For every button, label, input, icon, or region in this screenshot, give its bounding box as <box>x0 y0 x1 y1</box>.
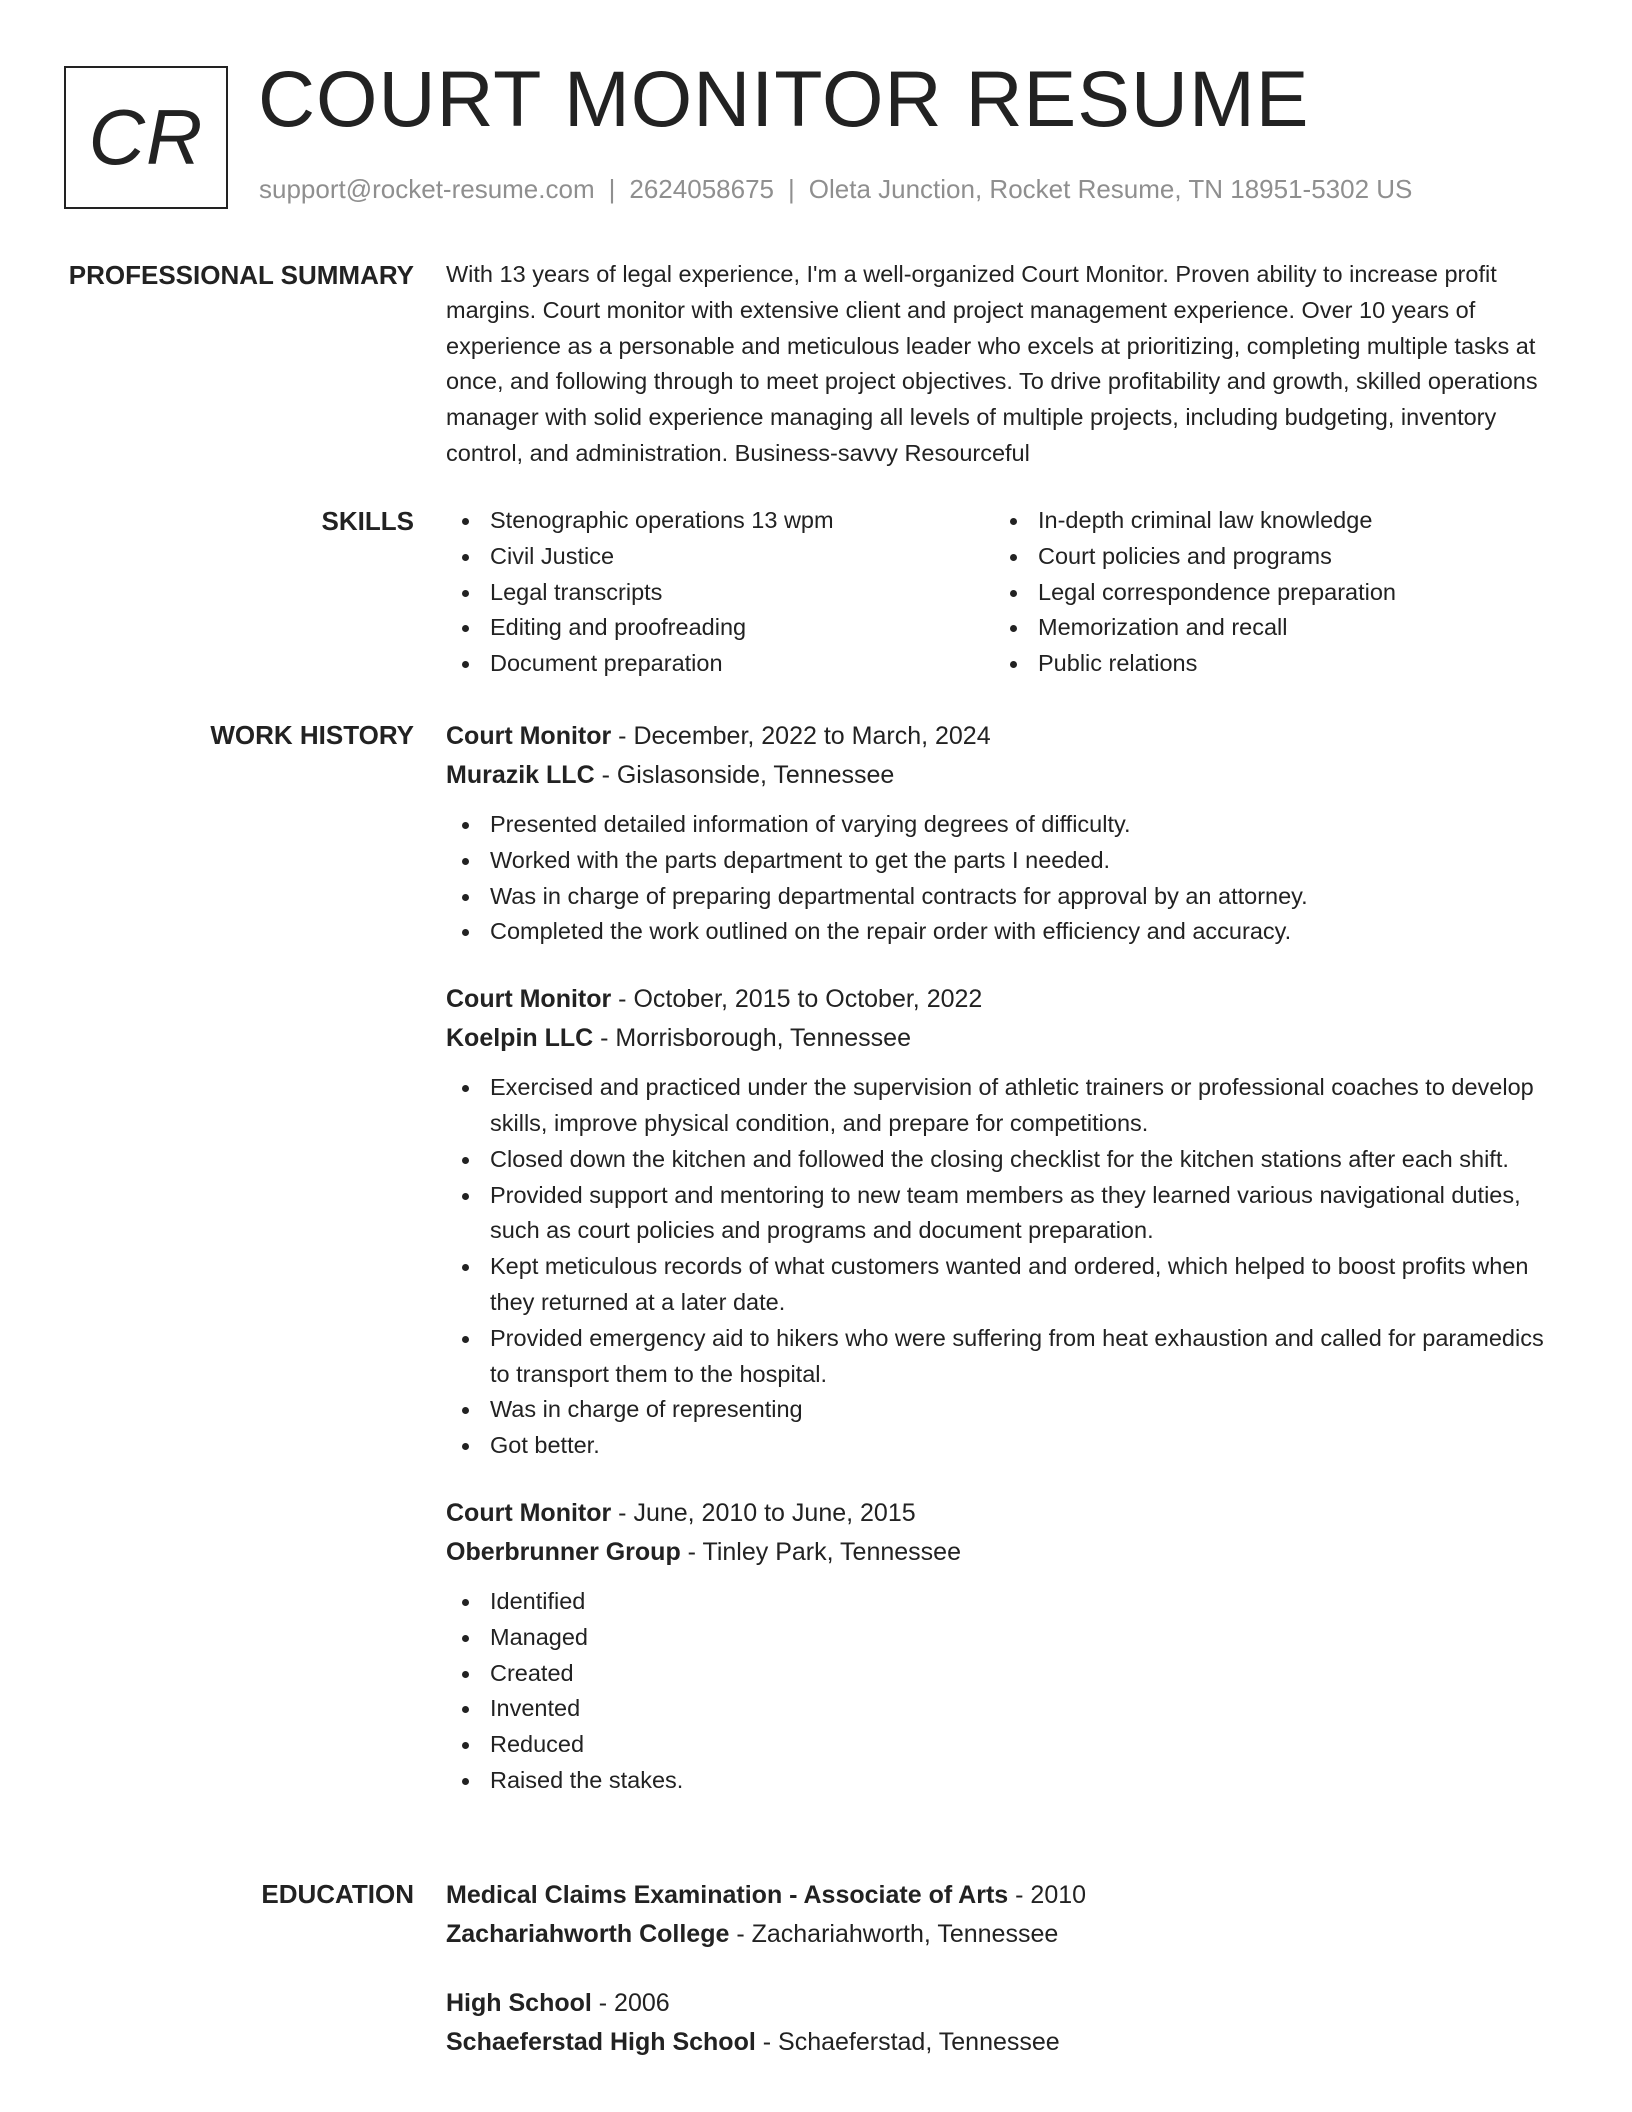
education-year: - 2006 <box>591 1989 670 2017</box>
education-entry <box>446 1876 1566 1954</box>
summary-label: PROFESSIONAL SUMMARY <box>68 260 414 290</box>
job-duty: Identified <box>446 1584 1566 1620</box>
skills-body <box>446 503 1566 682</box>
job-entry <box>446 717 1566 950</box>
education-entry <box>446 1984 1566 2062</box>
job-duty: Raised the stakes. <box>446 1763 1566 1799</box>
job-dates: - June, 2010 to June, 2015 <box>611 1498 916 1527</box>
job-duty: Presented detailed information of varying degrees of difficulty. <box>446 807 1566 843</box>
job-company: Koelpin LLC <box>446 1024 594 1053</box>
job-duty: Reduced <box>446 1727 1566 1763</box>
job-entry <box>446 980 1566 1464</box>
work-history-body <box>446 717 1566 1829</box>
contact-phone: 2624058675 <box>629 174 774 204</box>
job-duty: Created <box>446 1656 1566 1692</box>
job-duties <box>446 1584 1566 1799</box>
education-degree: Medical Claims Examination - Associate of Arts <box>446 1881 1009 1909</box>
job-duty: Provided emergency aid to hikers who were suffering from heat exhaustion and called for paramedics to transport them to the hospital. <box>446 1321 1566 1393</box>
skill-item: Public relations <box>994 646 1542 682</box>
job-title: Court Monitor <box>446 985 612 1014</box>
job-duty: Invented <box>446 1691 1566 1727</box>
job-duty: Got better. <box>446 1428 1566 1464</box>
education-school-line <box>446 1915 1566 1954</box>
skill-item: Court policies and programs <box>994 539 1542 575</box>
job-duties <box>446 1070 1566 1464</box>
summary-text: With 13 years of legal experience, I'm a well-organized Court Monitor. Proven ability to increase profit margins. Court monitor with extensive client and project management experience. Over 10 years of experience as a personable and meticulous leader who excels at prioritizing, completing multiple tasks at once, and following through to meet project objectives. To drive profitability and growth, skilled operations manager with solid experience managing all levels of multiple projects, including budgeting, inventory control, and administration. Business-savvy Resourceful <box>446 261 1538 466</box>
job-location: - Gislasonside, Tennessee <box>594 761 895 789</box>
skills-label: SKILLS <box>321 506 414 536</box>
job-company-line <box>446 1533 1566 1572</box>
monogram-initials: CR <box>88 93 204 181</box>
contact-address: Oleta Junction, Rocket Resume, TN 18951-5302 US <box>808 174 1413 204</box>
job-title-line <box>446 980 1566 1019</box>
job-duty: Completed the work outlined on the repair order with efficiency and accuracy. <box>446 914 1566 950</box>
skills-list-right <box>994 503 1542 682</box>
job-dates: - October, 2015 to October, 2022 <box>611 985 983 1014</box>
job-company: Oberbrunner Group <box>446 1537 681 1566</box>
monogram-box <box>64 66 228 209</box>
contact-separator: | <box>608 174 616 204</box>
job-duty: Kept meticulous records of what customers wanted and ordered, which helped to boost profits when they returned at a later date. <box>446 1249 1566 1321</box>
job-title: Court Monitor <box>446 722 612 750</box>
education-school-line <box>446 2023 1566 2062</box>
job-duty: Provided support and mentoring to new team members as they learned various navigational duties, such as court policies and programs and document preparation. <box>446 1178 1566 1250</box>
job-duty: Closed down the kitchen and followed the closing checklist for the kitchen stations after each shift. <box>446 1142 1566 1178</box>
education-year: - 2010 <box>1008 1881 1087 1909</box>
skill-item: Memorization and recall <box>994 610 1542 646</box>
job-duty: Was in charge of representing <box>446 1392 1566 1428</box>
skill-item: Legal transcripts <box>446 575 994 611</box>
skill-item: Stenographic operations 13 wpm <box>446 503 994 539</box>
education-location: - Zachariahworth, Tennessee <box>729 1920 1059 1948</box>
skill-item: In-depth criminal law knowledge <box>994 503 1542 539</box>
education-degree: High School <box>446 1989 592 2017</box>
contact-line <box>259 174 1412 205</box>
job-company-line <box>446 756 1566 795</box>
job-dates: - December, 2022 to March, 2024 <box>611 722 991 750</box>
work-history-label: WORK HISTORY <box>210 720 414 750</box>
job-title-line <box>446 1494 1566 1533</box>
contact-email: support@rocket-resume.com <box>259 174 595 204</box>
job-location: - Morrisborough, Tennessee <box>593 1024 911 1053</box>
skills-list-left <box>446 503 994 682</box>
job-title: Court Monitor <box>446 1498 612 1527</box>
resume-title: COURT MONITOR RESUME <box>258 54 1310 143</box>
skill-item: Legal correspondence preparation <box>994 575 1542 611</box>
job-company: Murazik LLC <box>446 761 595 789</box>
education-body <box>446 1876 1566 2092</box>
skill-item: Editing and proofreading <box>446 610 994 646</box>
job-duty: Managed <box>446 1620 1566 1656</box>
education-label: EDUCATION <box>261 1879 414 1909</box>
skill-item: Civil Justice <box>446 539 994 575</box>
job-company-line <box>446 1019 1566 1058</box>
job-title-line <box>446 717 1566 756</box>
education-school: Zachariahworth College <box>446 1920 730 1948</box>
job-entry <box>446 1494 1566 1799</box>
job-duty: Was in charge of preparing departmental contracts for approval by an attorney. <box>446 879 1566 915</box>
education-location: - Schaeferstad, Tennessee <box>755 2028 1060 2056</box>
job-duty: Exercised and practiced under the supervision of athletic trainers or professional coaches to develop skills, improve physical condition, and prepare for competitions. <box>446 1070 1566 1142</box>
job-duties <box>446 807 1566 950</box>
contact-separator: | <box>788 174 795 204</box>
education-school: Schaeferstad High School <box>446 2028 756 2056</box>
job-duty: Worked with the parts department to get the parts I needed. <box>446 843 1566 879</box>
education-degree-line <box>446 1984 1566 2023</box>
education-degree-line <box>446 1876 1566 1915</box>
job-location: - Tinley Park, Tennessee <box>680 1537 961 1566</box>
skill-item: Document preparation <box>446 646 994 682</box>
